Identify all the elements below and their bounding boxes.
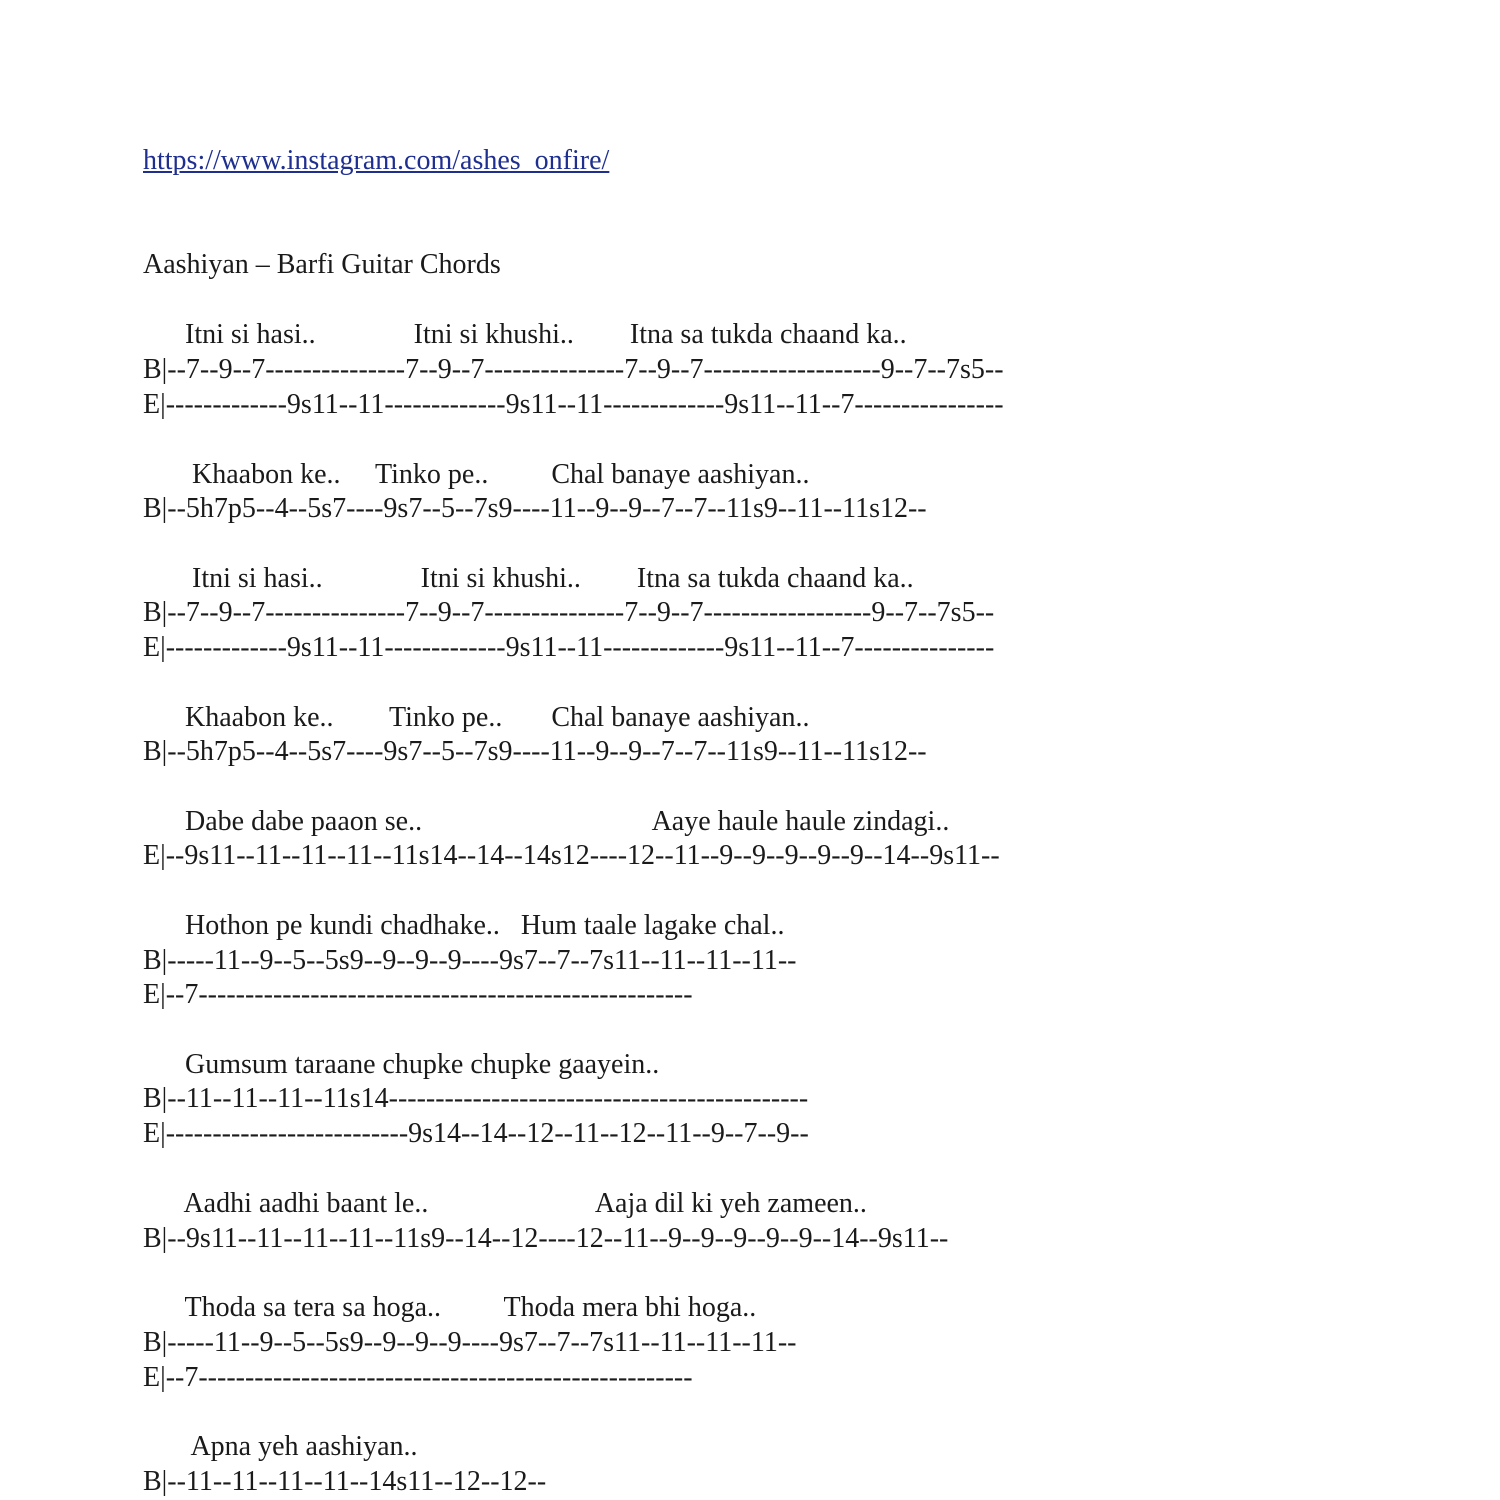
lyric-line: Thoda sa tera sa hoga.. Thoda mera bhi hoga.. (143, 1292, 757, 1323)
lyric-line: Hothon pe kundi chadhake.. Hum taale lagake chal.. (143, 910, 785, 941)
song-title: Aashiyan – Barfi Guitar Chords (143, 249, 501, 280)
lyric-line: Khaabon ke.. Tinko pe.. Chal banaye aashiyan.. (143, 459, 810, 490)
lyric-line: Gumsum taraane chupke chupke gaayein.. (143, 1049, 660, 1080)
tab-line-b: B|--11--11--11--11--14s11--12--12-- (143, 1466, 547, 1497)
tab-line-b: B|--7--9--7---------------7--9--7---------------7--9--7-------------------9--7--7s5-- (143, 354, 1004, 385)
lyric-line: Khaabon ke.. Tinko pe.. Chal banaye aashiyan.. (143, 702, 810, 733)
tab-line-b: B|-----11--9--5--5s9--9--9--9----9s7--7--7s11--11--11--11-- (143, 1327, 797, 1358)
tab-line-e: E|-------------9s11--11-------------9s11--11-------------9s11--11--7---------------- (143, 389, 1004, 420)
lyric-line: Itni si hasi.. Itni si khushi.. Itna sa tukda chaand ka.. (143, 563, 914, 594)
tab-line-b: B|--5h7p5--4--5s7----9s7--5--7s9----11--9--9--7--7--11s9--11--11s12-- (143, 736, 927, 767)
tab-line-e: E|--9s11--11--11--11--11s14--14--14s12----12--11--9--9--9--9--9--14--9s11-- (143, 840, 1000, 871)
tab-line-b: B|--7--9--7---------------7--9--7---------------7--9--7------------------9--7--7s5-- (143, 597, 995, 628)
tab-line-b: B|--9s11--11--11--11--11s9--14--12----12--11--9--9--9--9--9--14--9s11-- (143, 1223, 949, 1254)
tab-line-b: B|--5h7p5--4--5s7----9s7--5--7s9----11--9--9--7--7--11s9--11--11s12-- (143, 493, 927, 524)
lyric-line: Apna yeh aashiyan.. (143, 1431, 418, 1462)
lyric-line: Dabe dabe paaon se.. Aaye haule haule zindagi.. (143, 806, 950, 837)
tab-line-e: E|--------------------------9s14--14--12--11--12--11--9--7--9-- (143, 1118, 809, 1149)
tab-line-b: B|--11--11--11--11s14--------------------------------------------- (143, 1083, 809, 1114)
tab-line-b: B|-----11--9--5--5s9--9--9--9----9s7--7--7s11--11--11--11-- (143, 945, 797, 976)
tab-line-e: E|-------------9s11--11-------------9s11--11-------------9s11--11--7--------------- (143, 632, 995, 663)
tab-line-e: E|--7----------------------------------------------------- (143, 1362, 693, 1393)
instagram-link[interactable]: https://www.instagram.com/ashes_onfire/ (143, 145, 610, 176)
tab-line-e: E|--7----------------------------------------------------- (143, 979, 693, 1010)
lyric-line: Itni si hasi.. Itni si khushi.. Itna sa tukda chaand ka.. (143, 319, 907, 350)
lyric-line: Aadhi aadhi baant le.. Aaja dil ki yeh zameen.. (143, 1188, 867, 1219)
